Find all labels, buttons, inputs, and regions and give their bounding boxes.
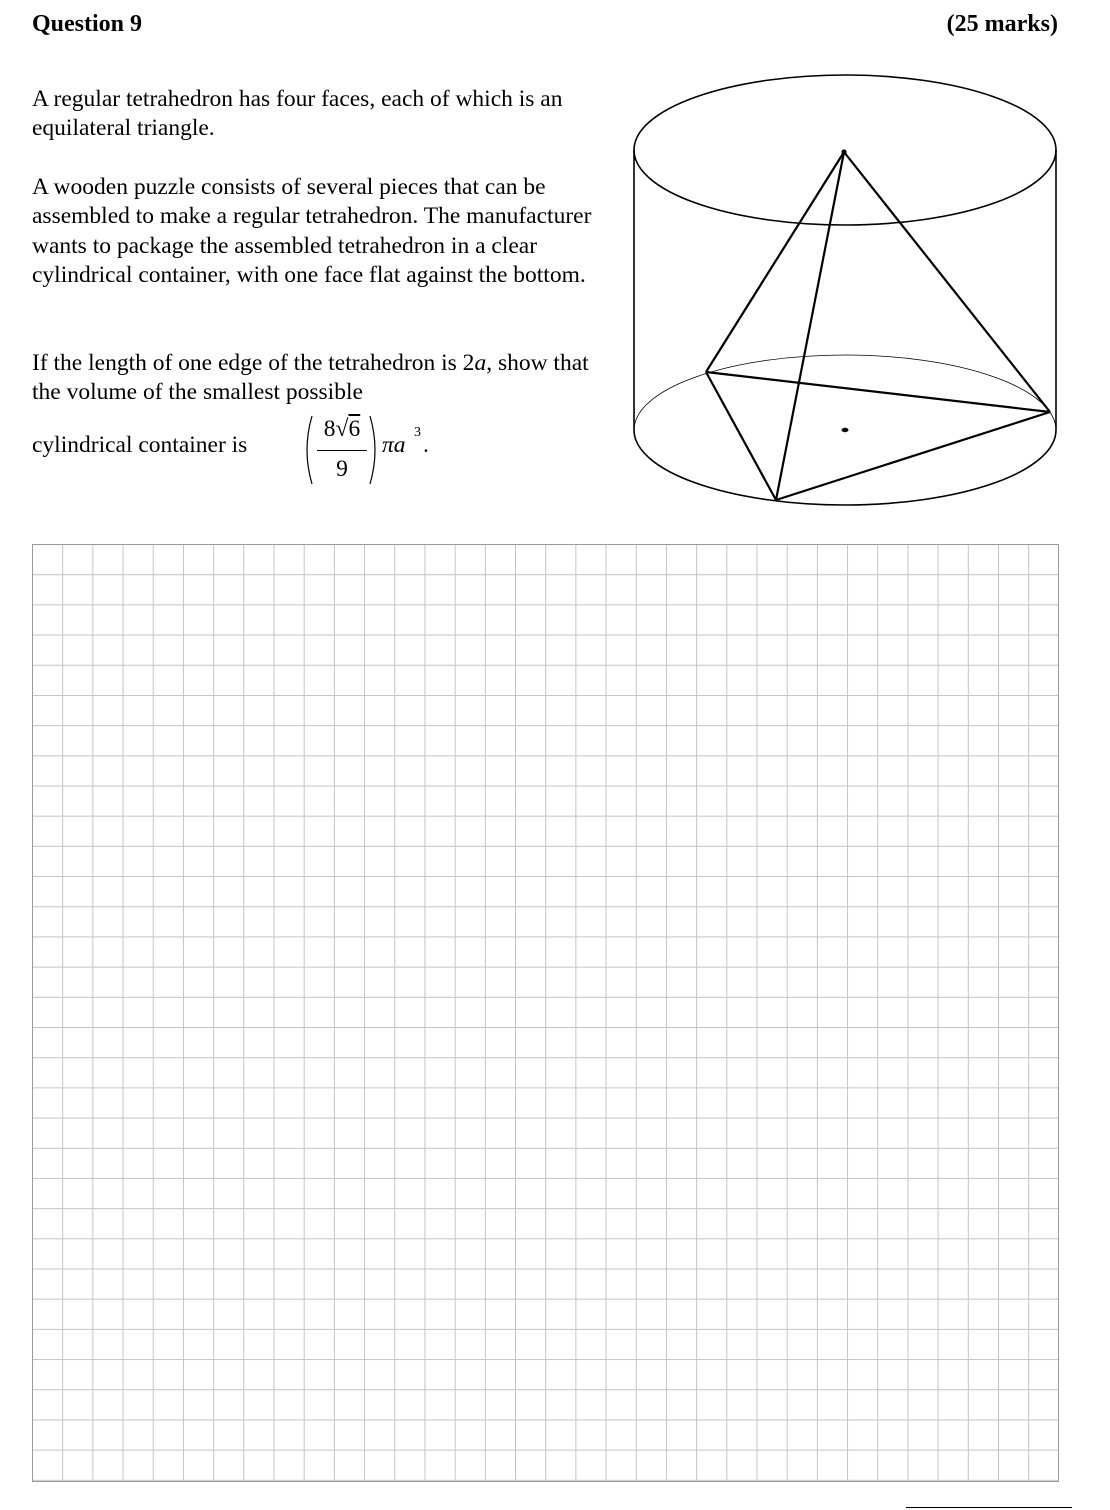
task-text-a: If the length of one edge of the tetrahedron is 2: [32, 350, 475, 376]
fraction-denominator: 9: [336, 456, 348, 482]
edge-left-front: [706, 372, 776, 500]
edge-left-right: [706, 372, 1050, 412]
left-parenthesis: [300, 414, 314, 486]
paragraph-definition: A regular tetrahedron has four faces, each of which is an equilateral triangle.: [32, 86, 563, 142]
cylinder-bottom-back-arc: [634, 355, 1056, 430]
sqrt-symbol: √: [335, 416, 349, 442]
formula-period: .: [423, 432, 429, 458]
task-variable-a: a: [474, 350, 487, 376]
fraction-numerator: [315, 416, 369, 443]
cylinder-tetrahedron-figure: [628, 70, 1062, 510]
question-title: Question 9: [32, 11, 143, 37]
fraction-bar: [317, 450, 367, 451]
exponent: 3: [414, 425, 421, 440]
task-text-b: , show that the volume of the smallest possible: [32, 350, 589, 406]
numerator-coefficient: 8: [323, 416, 336, 442]
paragraph-context: A wooden puzzle consists of several pieces that can be assembled to make a regular tetrahedron. The manufacturer wants to package the assembled tetrahedron in a clear cylindrical container, with one face flat against the bottom.: [32, 174, 592, 288]
right-parenthesis: [368, 414, 382, 486]
paragraph-task: [32, 349, 592, 408]
marks-label: (25 marks): [946, 11, 1058, 37]
apex-point: [841, 149, 846, 154]
formula-lead-text: cylindrical container is: [32, 432, 248, 458]
base-centre-point: [842, 428, 849, 432]
sqrt-argument: 6: [348, 416, 361, 442]
fraction: [315, 416, 369, 486]
edge-apex-right: [844, 152, 1050, 412]
pi-a-term: πa: [382, 432, 406, 458]
answer-grid[interactable]: [32, 544, 1059, 1482]
bottom-rule: [906, 1507, 1072, 1508]
cylinder-bottom-front-arc: [634, 430, 1056, 505]
edge-front-right: [776, 412, 1050, 500]
